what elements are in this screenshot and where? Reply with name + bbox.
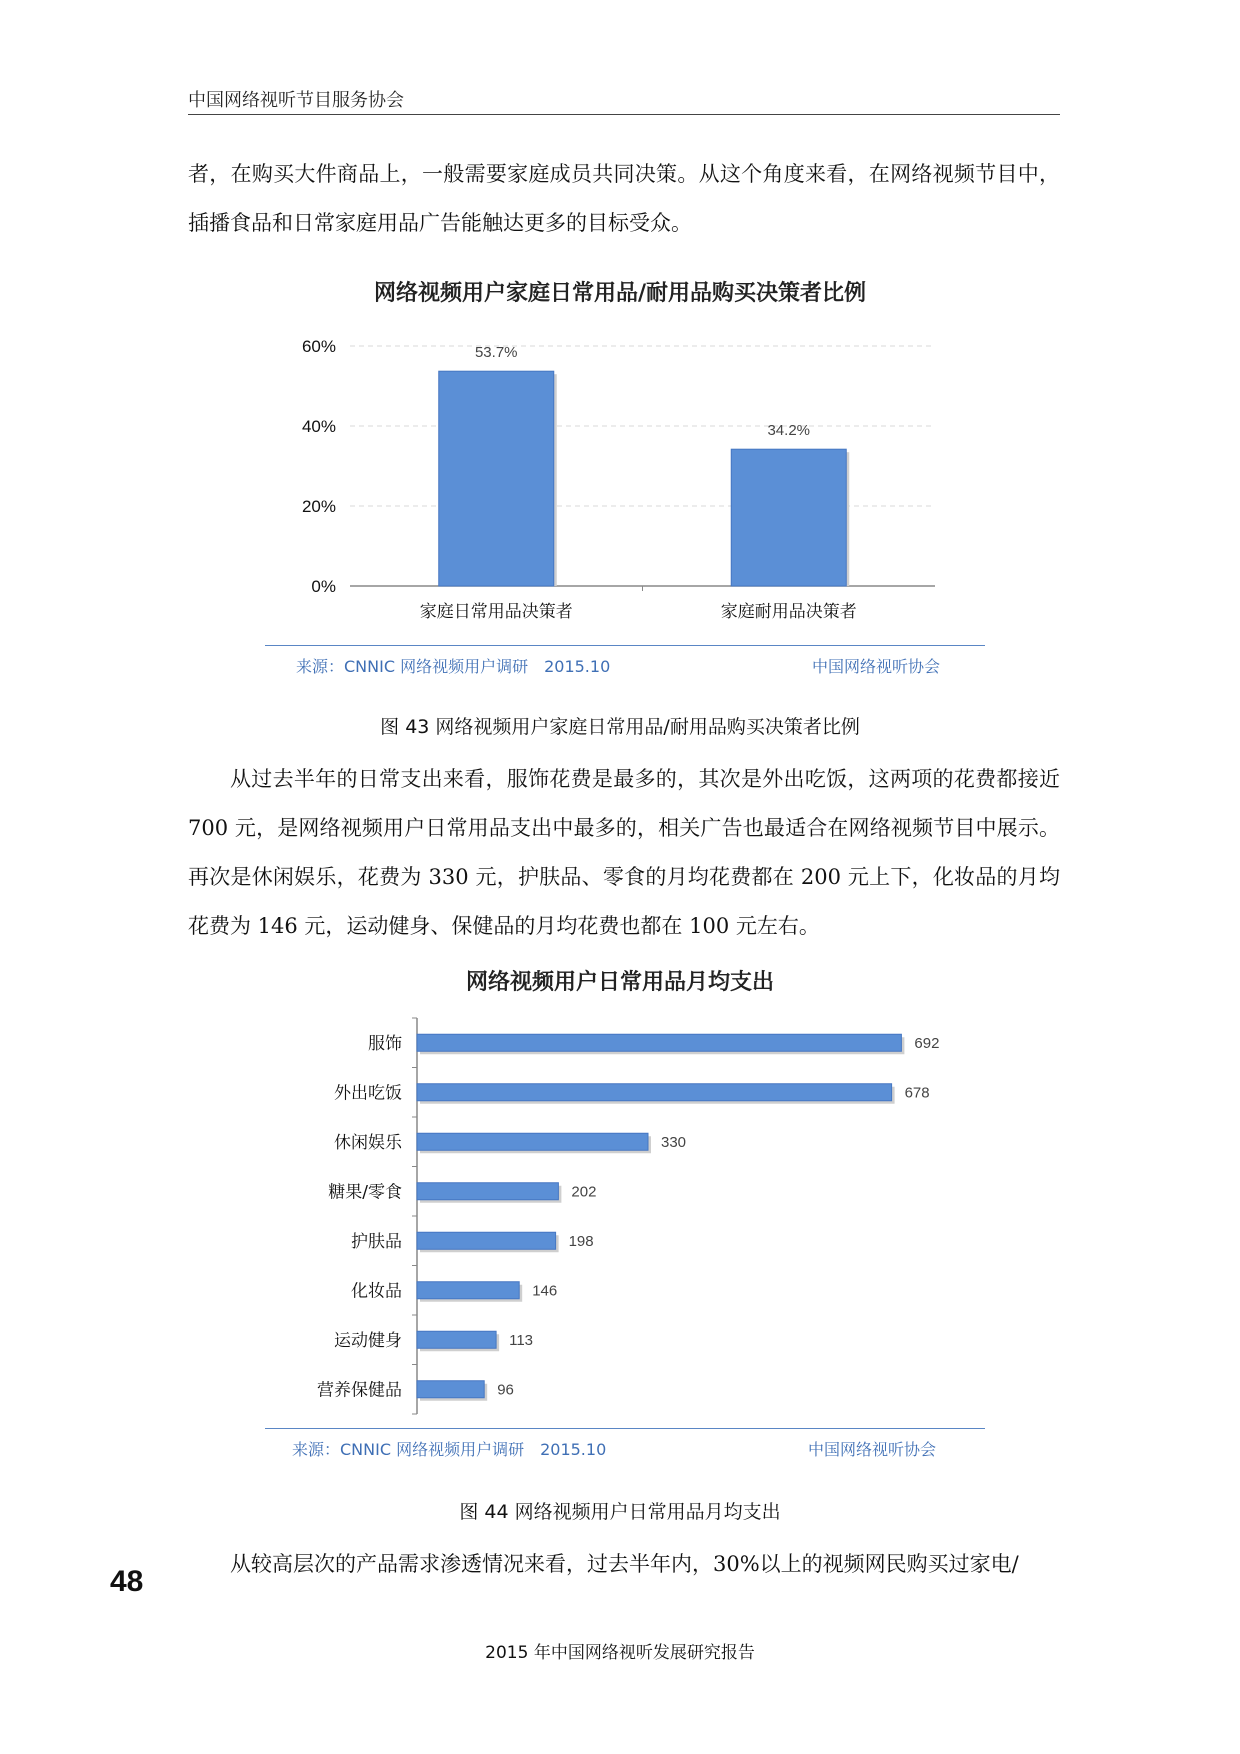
chart2-data-label: 330 bbox=[661, 1133, 687, 1151]
chart2-bar bbox=[417, 1232, 556, 1249]
chart1-source-right: 中国网络视听协会 bbox=[812, 657, 941, 676]
paragraph-3: 从较高层次的产品需求渗透情况来看，过去半年内，30%以上的视频网民购买过家电/ bbox=[230, 1552, 1019, 1576]
header-org-name: 中国网络视听节目服务协会 bbox=[188, 90, 404, 111]
chart2-category-label: 运动健身 bbox=[334, 1330, 402, 1351]
chart1-title: 网络视频用户家庭日常用品/耐用品购买决策者比例 bbox=[373, 281, 867, 306]
chart2-data-label: 146 bbox=[532, 1282, 558, 1300]
chart2-data-label: 198 bbox=[568, 1232, 594, 1250]
chart2-bar bbox=[417, 1133, 648, 1150]
footer-report-title: 2015 年中国网络视听发展研究报告 bbox=[485, 1643, 755, 1663]
chart2-category-label: 护肤品 bbox=[351, 1231, 402, 1252]
chart2-data-label: 96 bbox=[497, 1381, 514, 1399]
chart1-category-label: 家庭耐用品决策者 bbox=[720, 602, 857, 622]
paragraph-2: 从过去半年的日常支出来看，服饰花费是最多的，其次是外出吃饭，这两项的花费都接近 700 元，是网络视频用户日常用品支出中最多的，相关广告也最适合在网络视频节目中展示。再次是休闲娱乐，花费为 330 元，护肤品、零食的月均花费都在 200 元上下，化妆品的月均花费为 146 元，运动健身、保健品的月均花费也都在 100 元左右。 bbox=[188, 767, 1060, 938]
page-number: 48 bbox=[110, 1565, 144, 1598]
chart1-source-left: 来源：CNNIC 网络视频用户调研 2015.10 bbox=[296, 657, 611, 676]
chart2-source-left: 来源：CNNIC 网络视频用户调研 2015.10 bbox=[292, 1440, 607, 1459]
chart2-data-label: 678 bbox=[904, 1084, 930, 1102]
chart1-y-tick-label: 0% bbox=[311, 577, 336, 596]
figure-43-caption: 图 43 网络视频用户家庭日常用品/耐用品购买决策者比例 bbox=[380, 716, 860, 738]
chart1-data-label: 34.2% bbox=[767, 422, 811, 440]
chart2-bar bbox=[417, 1282, 519, 1299]
chart2-category-label: 休闲娱乐 bbox=[334, 1132, 402, 1153]
chart2-category-label: 糖果/零食 bbox=[328, 1182, 402, 1203]
paragraph-1: 者，在购买大件商品上，一般需要家庭成员共同决策。从这个角度来看，在网络视频节目中，插播食品和日常家庭用品广告能触达更多的目标受众。 bbox=[188, 162, 1060, 235]
chart2-bar bbox=[417, 1331, 496, 1348]
chart2-category-label: 外出吃饭 bbox=[334, 1083, 402, 1104]
chart2-category-label: 化妆品 bbox=[351, 1281, 402, 1302]
chart2-source-rule bbox=[265, 1428, 985, 1429]
chart2-data-label: 113 bbox=[509, 1331, 534, 1349]
chart2-bar bbox=[417, 1183, 558, 1200]
chart2-data-label: 202 bbox=[571, 1183, 597, 1201]
chart2-source-right: 中国网络视听协会 bbox=[808, 1440, 937, 1459]
chart2-title: 网络视频用户日常用品月均支出 bbox=[465, 970, 774, 995]
chart1-y-tick-label: 60% bbox=[301, 337, 336, 356]
chart1-category-label: 家庭日常用品决策者 bbox=[419, 602, 573, 622]
chart2-category-label: 服饰 bbox=[368, 1033, 402, 1054]
chart1-y-tick-label: 20% bbox=[301, 497, 336, 516]
chart1-data-label: 53.7% bbox=[474, 344, 518, 362]
chart2-bar bbox=[417, 1034, 901, 1051]
chart1-y-tick-label: 40% bbox=[301, 417, 336, 436]
figure-44-caption: 图 44 网络视频用户日常用品月均支出 bbox=[459, 1501, 781, 1523]
chart2-data-label: 692 bbox=[914, 1034, 940, 1052]
chart2-bar bbox=[417, 1084, 892, 1101]
chart2-category-label: 营养保健品 bbox=[317, 1380, 402, 1401]
chart2-bar bbox=[417, 1381, 484, 1398]
